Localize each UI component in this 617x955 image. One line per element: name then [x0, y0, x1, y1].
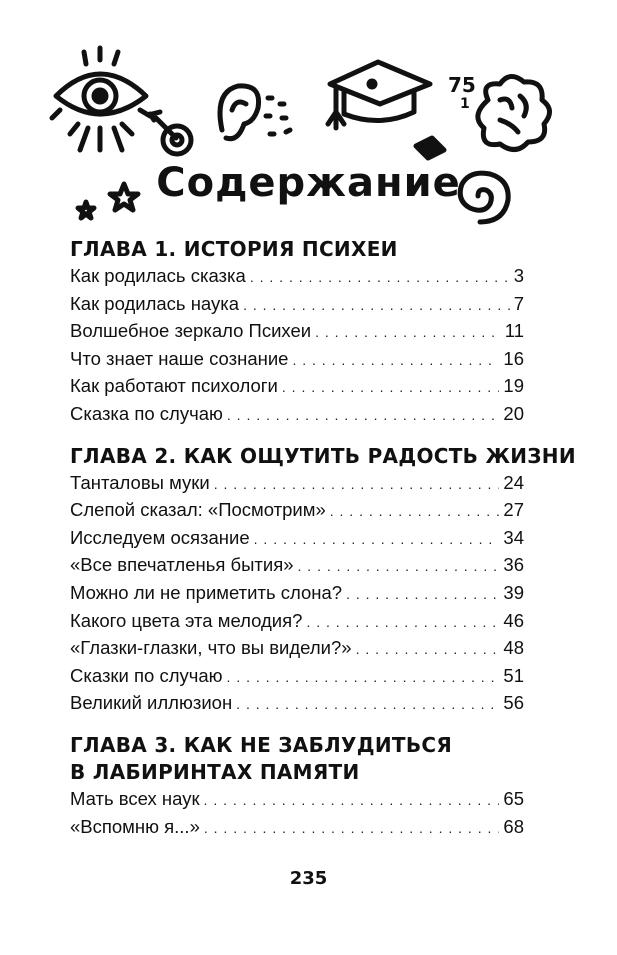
entry-page: 56	[503, 692, 524, 714]
toc-entry	[70, 373, 524, 401]
table-of-contents	[70, 236, 576, 855]
entry-title: Слепой сказал: «Посмотрим»	[70, 499, 326, 521]
entry-page: 36	[503, 554, 524, 576]
brain-icon	[478, 76, 550, 149]
entry-page: 19	[503, 375, 524, 397]
page-title: Содержание	[156, 160, 461, 206]
leader-dots	[250, 264, 510, 291]
entry-page: 48	[503, 637, 524, 659]
entry-title: «Глазки-глазки, что вы видели?»	[70, 637, 352, 659]
numbers-decoration: 75	[448, 73, 476, 97]
toc-entry	[70, 663, 524, 691]
entry-title: Мать всех наук	[70, 787, 200, 809]
entry-title: «Вспомню я...»	[70, 815, 200, 837]
graduation-cap-icon	[328, 62, 430, 128]
entry-page: 3	[513, 265, 524, 286]
entry-title: Сказка по случаю	[70, 402, 223, 424]
chapter-heading: ГЛАВА 2. КАК ОЩУТИТЬ РАДОСТЬ ЖИЗНИ	[70, 443, 576, 468]
entry-title: Исследуем осязание	[70, 526, 250, 548]
toc-entry	[70, 608, 524, 636]
page-number: 235	[289, 868, 328, 889]
target-arrow-icon	[150, 112, 191, 154]
toc-entry	[70, 635, 524, 663]
leader-dots	[204, 815, 500, 842]
entry-page: 24	[503, 471, 524, 493]
entry-page: 7	[513, 292, 524, 314]
numbers-decoration-small: 1	[460, 96, 470, 112]
ear-icon	[220, 86, 290, 139]
entry-title: Как родилась сказка	[70, 265, 246, 286]
chapter-2	[70, 443, 576, 718]
entry-page: 68	[503, 815, 524, 837]
leader-dots	[315, 319, 501, 346]
entry-title: Можно ли не приметить слона?	[70, 581, 343, 603]
leader-dots	[214, 471, 500, 498]
toc-entry	[70, 263, 524, 291]
entry-title: «Все впечатленья бытия»	[70, 554, 294, 576]
entry-page: 39	[503, 581, 524, 603]
entry-page: 46	[503, 609, 524, 631]
entry-title: Великий иллюзион	[70, 692, 233, 714]
chapter-heading: ГЛАВА 3. КАК НЕ ЗАБЛУДИТЬСЯ	[70, 732, 453, 757]
toc-entry	[70, 552, 524, 580]
entry-title: Как родилась наука	[70, 292, 240, 314]
leader-dots	[243, 292, 510, 319]
chapter-1	[70, 236, 524, 429]
toc-entry	[70, 346, 524, 374]
entry-title: Волшебное зеркало Психеи	[70, 320, 312, 342]
leader-dots	[330, 498, 500, 525]
toc-entry	[70, 318, 524, 346]
toc-entry	[70, 497, 524, 525]
leader-dots	[204, 787, 500, 814]
entry-page: 20	[503, 402, 524, 424]
entry-page: 16	[503, 347, 524, 369]
entry-title: Что знает наше сознание	[70, 347, 289, 369]
toc-entry	[70, 470, 524, 498]
entry-page: 51	[503, 664, 524, 686]
toc-entry	[70, 401, 524, 429]
entry-title: Какого цвета эта мелодия?	[70, 609, 303, 631]
leader-dots	[254, 526, 500, 553]
leader-dots	[346, 581, 499, 608]
cube-icon	[416, 138, 444, 158]
chapter-3	[70, 732, 524, 841]
toc-entry	[70, 525, 524, 553]
toc-entry	[70, 786, 524, 814]
leader-dots	[298, 553, 500, 580]
toc-entry	[70, 291, 524, 319]
leader-dots	[227, 402, 500, 429]
entry-title: Танталовы муки	[70, 471, 210, 493]
entry-title: Сказки по случаю	[70, 664, 223, 686]
entry-page: 11	[504, 320, 524, 342]
toc-entry	[70, 690, 524, 718]
entry-page: 34	[503, 526, 524, 548]
eye-icon	[52, 48, 150, 150]
leader-dots	[356, 636, 500, 663]
leader-dots	[282, 374, 500, 401]
entry-page: 27	[503, 499, 524, 521]
chapter-heading: ГЛАВА 1. ИСТОРИЯ ПСИХЕИ	[70, 237, 398, 261]
leader-dots	[292, 347, 499, 374]
toc-entry	[70, 580, 524, 608]
leader-dots	[306, 609, 499, 636]
toc-entry	[70, 814, 524, 842]
entry-page: 65	[503, 787, 524, 809]
leader-dots	[227, 664, 500, 691]
leader-dots	[236, 691, 499, 718]
entry-title: Как работают психологи	[70, 375, 278, 397]
chapter-heading-continued: В ЛАБИРИНТАХ ПАМЯТИ	[70, 759, 360, 784]
